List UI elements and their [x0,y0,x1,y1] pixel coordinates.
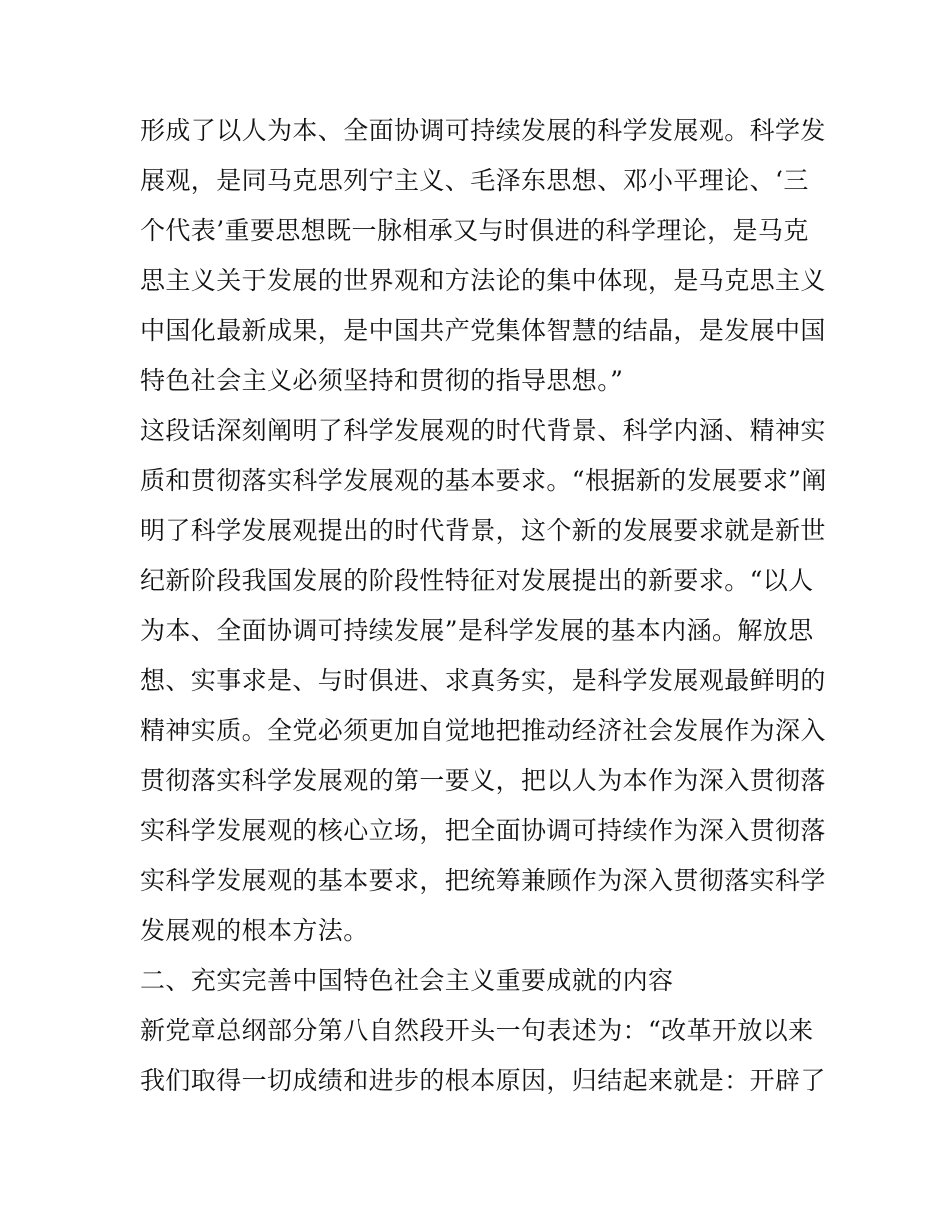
text-line: 新党章总纲部分第八自然段开头一句表述为：“改革开放以来 [140,1016,814,1045]
text-line: 精神实质。全党必须更加自觉地把推动经济社会发展作为深入 [140,716,826,745]
text-line: 想、实事求是、与时俱进、求真务实，是科学发展观最鲜明的 [140,666,826,695]
text-line: 展观，是同马克思列宁主义、毛泽东思想、邓小平理论、‘三 [140,166,809,195]
text-line: 思主义关于发展的世界观和方法论的集中体现，是马克思主义 [140,266,826,295]
text-line: 这段话深刻阐明了科学发展观的时代背景、科学内涵、精神实 [140,416,826,445]
text-line: 我们取得一切成绩和进步的根本原因，归结起来就是：开辟了 [140,1066,826,1095]
text-line: 明了科学发展观提出的时代背景，这个新的发展要求就是新世 [140,516,826,545]
section-heading: 二、充实完善中国特色社会主义重要成就的内容 [140,966,674,995]
text-line: 纪新阶段我国发展的阶段性特征对发展提出的新要求。“以人 [140,566,814,595]
text-line: 为本、全面协调可持续发展”是科学发展的基本内涵。解放思 [140,616,814,645]
text-line: 个代表’重要思想既一脉相承又与时俱进的科学理论，是马克 [140,216,809,245]
text-line: 实科学发展观的核心立场，把全面协调可持续作为深入贯彻落 [140,816,826,845]
text-line: 贯彻落实科学发展观的第一要义，把以人为本作为深入贯彻落 [140,766,826,795]
text-line: 发展观的根本方法。 [140,916,369,945]
text-line: 形成了以人为本、全面协调可持续发展的科学发展观。科学发 [140,116,826,145]
text-line: 质和贯彻落实科学发展观的基本要求。“根据新的发展要求”阐 [140,466,827,495]
text-line: 实科学发展观的基本要求，把统筹兼顾作为深入贯彻落实科学 [140,866,826,895]
text-line: 中国化最新成果，是中国共产党集体智慧的结晶，是发展中国 [140,316,826,345]
text-line: 特色社会主义必须坚持和贯彻的指导思想。” [140,366,624,395]
